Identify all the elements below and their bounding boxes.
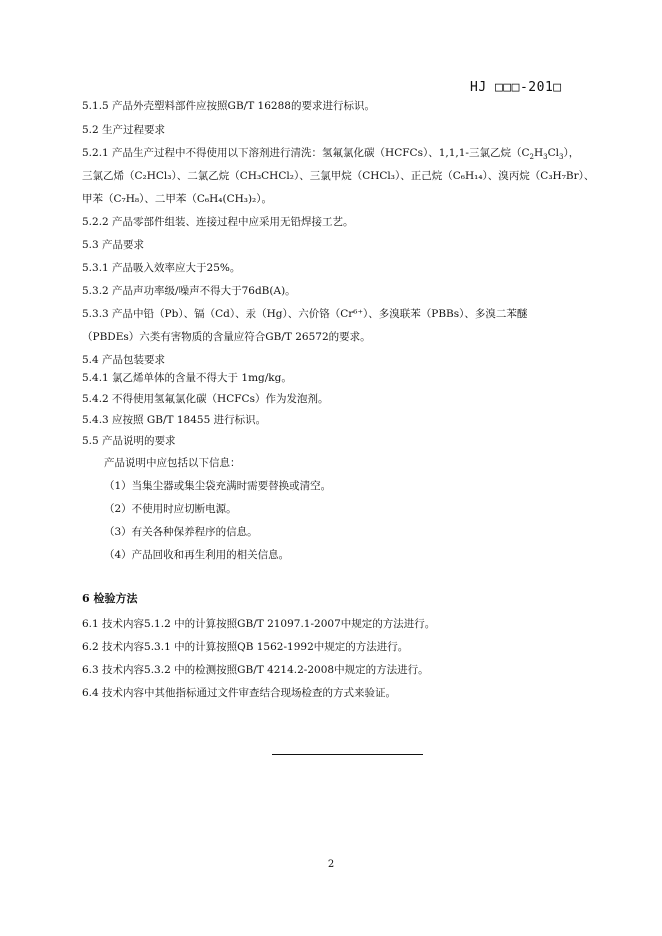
formula-part: H (533, 147, 544, 159)
clause-5-2-1-line-3: 甲苯（C₇H₈）、二甲苯（C₆H₄(CH₃)₂）。 (82, 193, 273, 205)
clause-5-4-2: 5.4.2 不得使用氢氟氯化碳（HCFCs）作为发泡剂。 (82, 393, 329, 405)
clause-5-2-2: 5.2.2 产品零部件组装、连接过程中应采用无铅焊接工艺。 (82, 216, 354, 228)
section-5-4-heading: 5.4 产品包装要求 (82, 354, 166, 366)
clause-5-2-1-line-2: 三氯乙烯（C₂HCl₃）、二氯乙烷（CH₃CHCl₂）、三氯甲烷（CHCl₃）、正己烷（C₆H₁₄）、溴丙烷（C₃H₇Br）、 (82, 170, 595, 182)
subscript: 2 (529, 153, 534, 162)
clause-5-4-3: 5.4.3 应按照 GB/T 18455 进行标识。 (82, 414, 267, 426)
clause-5-3-2: 5.3.2 产品声功率级/噪声不得大于76dB(A)。 (82, 285, 296, 297)
manual-item-1: （1）当集尘器或集尘袋充满时需要替换或清空。 (104, 480, 332, 492)
clause-6-1: 6.1 技术内容5.1.2 中的计算按照GB/T 21097.1-2007中规定的方法进行。 (82, 618, 436, 630)
section-5-5-heading: 5.5 产品说明的要求 (82, 435, 176, 447)
manual-intro: 产品说明中应包括以下信息： (104, 457, 241, 469)
standard-code-header: HJ □□□-201□ (470, 80, 562, 95)
subscript: 3 (559, 153, 564, 162)
formula-part: Cl (547, 147, 560, 159)
page-number: 2 (327, 859, 335, 870)
clause-6-4: 6.4 技术内容中其他指标通过文件审查结合现场检查的方式来验证。 (82, 687, 397, 699)
clause-6-3: 6.3 技术内容5.3.2 中的检测按照GB/T 4214.2-2008中规定的方法进行。 (82, 664, 429, 676)
section-5-3-heading: 5.3 产品要求 (82, 239, 145, 251)
section-5-2-heading: 5.2 生产过程要求 (82, 124, 166, 136)
clause-5-1-5: 5.1.5 产品外壳塑料部件应按照GB/T 16288的要求进行标识。 (82, 100, 375, 112)
clause-5-3-3-line-1: 5.3.3 产品中铅（Pb）、镉（Cd）、汞（Hg）、六价铬（Cr⁶⁺）、多溴联苯（PBBs）、多溴二苯醚 (82, 308, 528, 320)
manual-item-2: （2）不使用时应切断电源。 (104, 503, 237, 515)
clause-6-2: 6.2 技术内容5.3.1 中的计算按照QB 1562-1992中规定的方法进行。 (82, 641, 409, 653)
manual-item-3: （3）有关各种保养程序的信息。 (104, 526, 258, 538)
clause-5-2-1-line-1 (82, 146, 579, 160)
manual-item-4: （4）产品回收和再生利用的相关信息。 (104, 549, 290, 561)
clause-5-3-3-line-2: （PBDEs）六类有害物质的含量应符合GB/T 26572的要求。 (82, 331, 371, 343)
section-6-heading: 6 检验方法 (82, 592, 138, 605)
end-divider (272, 754, 423, 755)
clause-5-2-1-text: 5.2.1 产品生产过程中不得使用以下溶剂进行清洗：氢氟氯化碳（HCFCs）、1,1,1-三氯乙烷（C (82, 147, 530, 159)
clause-5-4-1: 5.4.1 氯乙烯单体的含量不得大于 1mg/kg。 (82, 372, 292, 384)
formula-part: ）， (563, 147, 580, 159)
subscript: 3 (543, 153, 548, 162)
clause-5-3-1: 5.3.1 产品吸入效率应大于25%。 (82, 262, 241, 274)
